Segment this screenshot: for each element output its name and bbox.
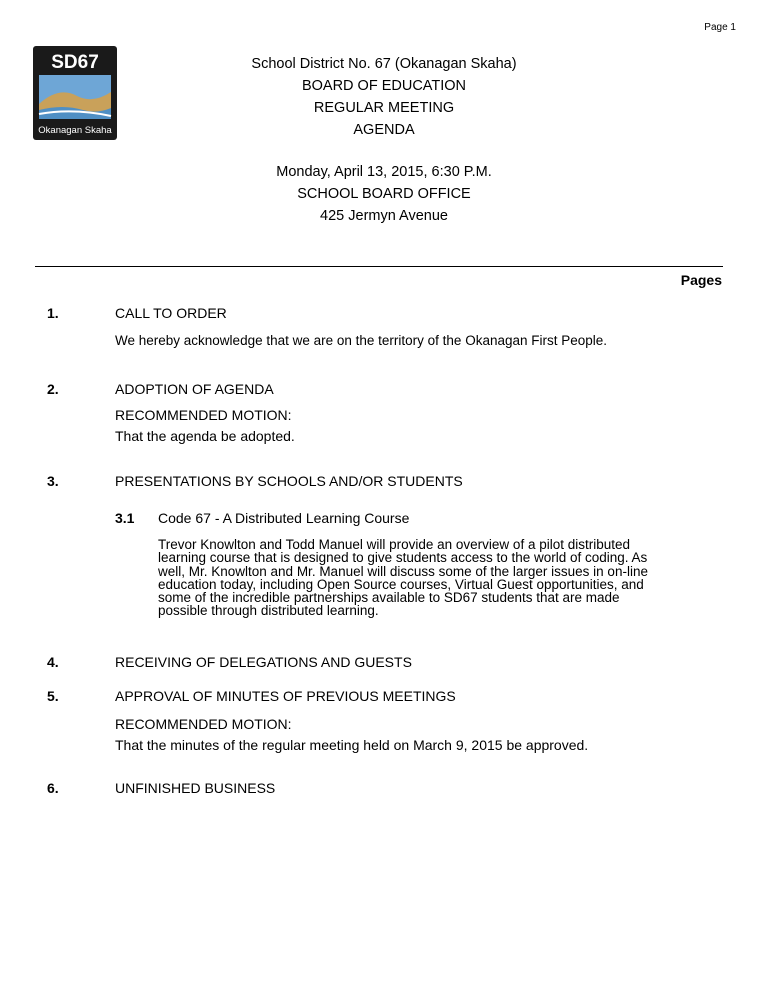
item-title: CALL TO ORDER: [115, 305, 227, 321]
item-title: PRESENTATIONS BY SCHOOLS AND/OR STUDENTS: [115, 473, 463, 489]
meeting-address: 425 Jermyn Avenue: [320, 208, 448, 224]
item-number: 1.: [47, 305, 59, 321]
item-number: 3.: [47, 473, 59, 489]
item-title: APPROVAL OF MINUTES OF PREVIOUS MEETINGS: [115, 688, 456, 704]
motion-text: That the agenda be adopted.: [115, 428, 295, 444]
meeting-type: REGULAR MEETING: [313, 100, 455, 116]
motion-label: RECOMMENDED MOTION:: [115, 716, 292, 732]
item-number: 5.: [47, 688, 59, 704]
item-number: 2.: [47, 381, 59, 397]
pages-column-header: Pages: [680, 272, 722, 288]
motion-text: That the minutes of the regular meeting held on March 9, 2015 be approved.: [115, 737, 589, 753]
district-name: School District No. 67 (Okanagan Skaha): [251, 56, 517, 72]
meeting-details: [0, 161, 768, 227]
item-number: 6.: [47, 780, 59, 796]
subitem-number: 3.1: [115, 510, 135, 526]
item-title: RECEIVING OF DELEGATIONS AND GUESTS: [115, 654, 412, 670]
svg-text:SD67: SD67: [51, 52, 99, 73]
subitem-body: Trevor Knowlton and Todd Manuel will provide an overview of a pilot distributed learning course that is designed to give students access to the world of coding. As well, Mr. Knowlton and Mr. Manuel will discuss some of the larger issues in on-line education today, including Open Source courses, Virtual Guest opportunities, and some of the incredible partnerships available to SD67 students that are made possible through distributed learning.: [158, 537, 648, 619]
svg-text:Okanagan Skaha: Okanagan Skaha: [38, 125, 112, 136]
agenda-title: AGENDA: [353, 122, 415, 138]
meeting-date: Monday, April 13, 2015, 6:30 P.M.: [276, 164, 492, 180]
meeting-location: SCHOOL BOARD OFFICE: [297, 186, 471, 202]
document-title-block: [0, 53, 768, 141]
item-title: UNFINISHED BUSINESS: [115, 780, 276, 796]
page-number: Page 1: [704, 22, 736, 33]
board-name: BOARD OF EDUCATION: [301, 78, 467, 94]
header-divider: [35, 266, 723, 267]
item-body: We hereby acknowledge that we are on the territory of the Okanagan First People.: [115, 333, 608, 348]
item-title: ADOPTION OF AGENDA: [115, 381, 274, 397]
item-number: 4.: [47, 654, 59, 670]
subitem-title: Code 67 - A Distributed Learning Course: [158, 510, 410, 526]
motion-label: RECOMMENDED MOTION:: [115, 407, 292, 423]
